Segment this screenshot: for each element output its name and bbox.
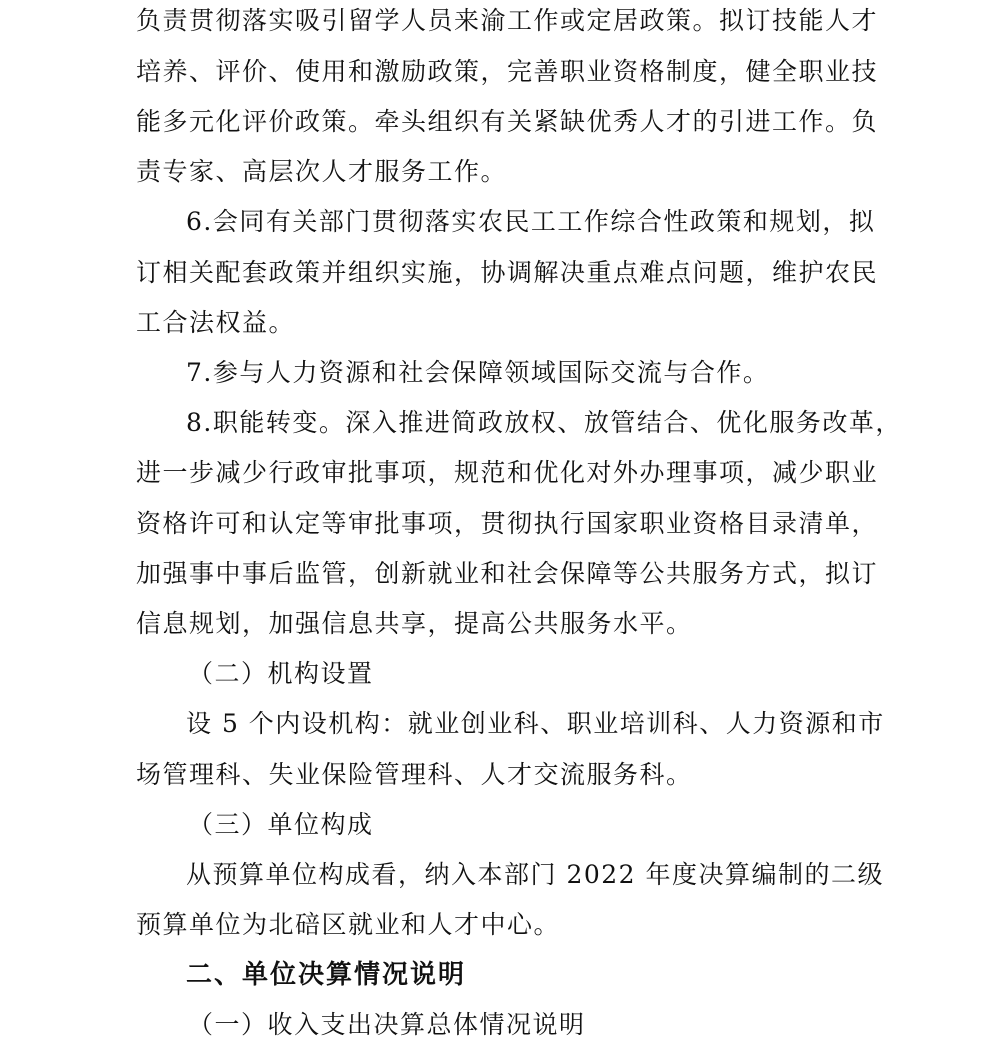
paragraph-line: 从预算单位构成看，纳入本部门 2022 年度决算编制的二级 <box>186 860 885 889</box>
paragraph-line: 6.会同有关部门贯彻落实农民工工作综合性政策和规划，拟 <box>186 207 876 236</box>
paragraph-line: 负责贯彻落实吸引留学人员来渝工作或定居政策。拟订技能人才 <box>136 6 879 35</box>
paragraph-line: 进一步减少行政审批事项，规范和优化对外办理事项，减少职业 <box>136 458 879 487</box>
section-heading: 二、单位决算情况说明 <box>186 960 467 990</box>
paragraph-line: 信息规划，加强信息共享，提高公共服务水平。 <box>136 609 693 638</box>
paragraph-line: 预算单位为北碚区就业和人才中心。 <box>136 910 561 939</box>
section-subheading: （一）收入支出决算总体情况说明 <box>188 1010 586 1039</box>
paragraph-line: 场管理科、失业保险管理科、人才交流服务科。 <box>136 760 693 789</box>
paragraph-line: 加强事中事后监管，创新就业和社会保障等公共服务方式，拟订 <box>136 559 879 588</box>
paragraph-line: 责专家、高层次人才服务工作。 <box>136 157 508 186</box>
paragraph-line: 设 5 个内设机构：就业创业科、职业培训科、人力资源和市 <box>186 709 885 738</box>
paragraph-line: 培养、评价、使用和激励政策，完善职业资格制度，健全职业技 <box>136 57 879 86</box>
paragraph-line: 订相关配套政策并组织实施，协调解决重点难点问题，维护农民 <box>136 258 879 287</box>
paragraph-line: 能多元化评价政策。牵头组织有关紧缺优秀人才的引进工作。负 <box>136 107 879 136</box>
paragraph-line: 资格许可和认定等审批事项，贯彻执行国家职业资格目录清单， <box>136 509 879 538</box>
paragraph-line: 7.参与人力资源和社会保障领域国际交流与合作。 <box>186 358 770 387</box>
paragraph-line: 8.职能转变。深入推进简政放权、放管结合、优化服务改革， <box>186 408 902 437</box>
paragraph-line: 工合法权益。 <box>136 308 296 337</box>
section-subheading: （二）机构设置 <box>188 659 374 688</box>
section-subheading: （三）单位构成 <box>188 810 374 839</box>
